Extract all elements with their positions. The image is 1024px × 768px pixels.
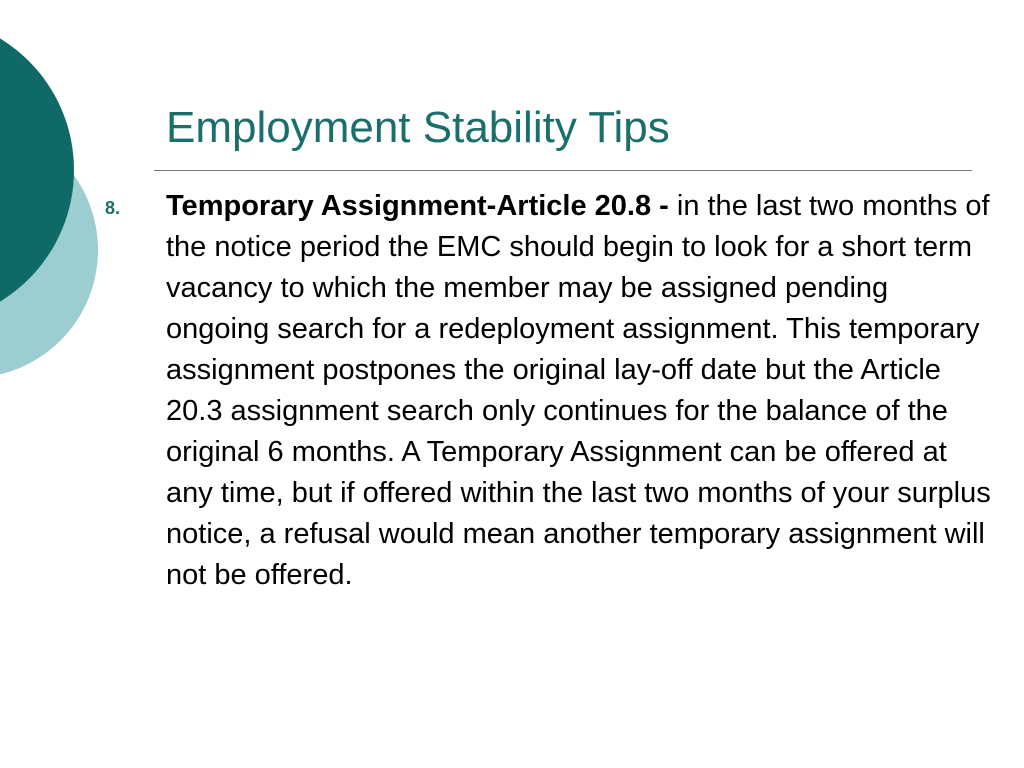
- item-heading: Temporary Assignment-Article 20.8 -: [166, 190, 677, 222]
- decorative-circles: [0, 0, 110, 410]
- list-item-number: 8.: [105, 198, 121, 218]
- list-item-text: [166, 186, 998, 596]
- title-divider: [154, 170, 972, 171]
- slide-title: Employment Stability Tips: [166, 103, 670, 152]
- item-body: in the last two months of the notice period the EMC should begin to look for a short term vacancy to which the member may be assigned pending ongoing search for a redeployment assignment. This temporary assignment postpones the original lay-off date but the Article 20.3 assignment search only continues for the balance of the original 6 months. A Temporary Assignment can be offered at any time, but if offered within the last two months of your surplus notice, a refusal would mean another temporary assignment will not be offered.: [166, 190, 991, 591]
